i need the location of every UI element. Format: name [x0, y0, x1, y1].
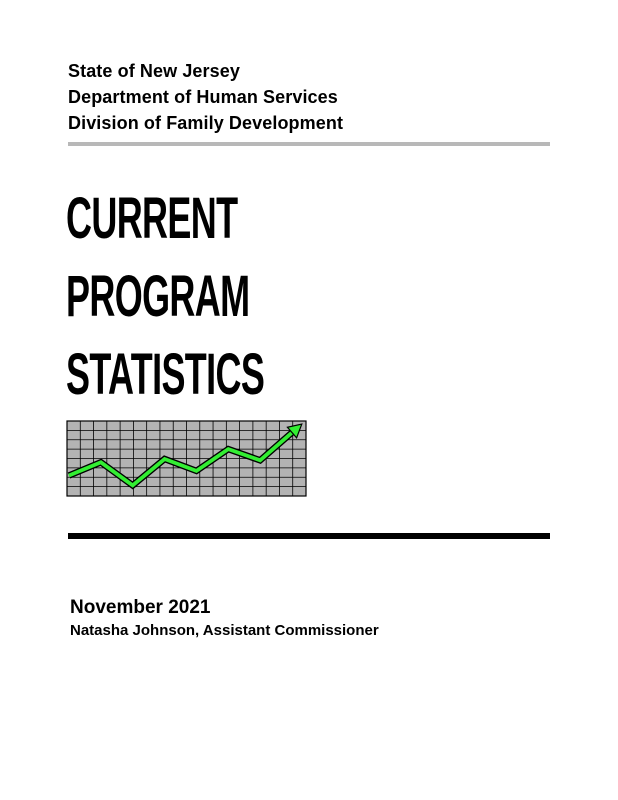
title-line-3: STATISTICS	[66, 342, 265, 407]
report-footer	[70, 596, 379, 642]
report-title	[66, 180, 386, 414]
trend-chart-icon	[66, 420, 308, 498]
agency-header	[68, 58, 343, 136]
department-name: Department of Human Services	[68, 87, 338, 107]
trend-chart-graphic	[66, 420, 308, 498]
gray-divider	[68, 142, 550, 146]
division-name: Division of Family Development	[68, 113, 344, 133]
report-author: Natasha Johnson, Assistant Commissioner	[70, 622, 379, 639]
black-divider	[68, 533, 550, 539]
report-date: November 2021	[70, 597, 211, 618]
state-name: State of New Jersey	[68, 61, 240, 81]
title-line-2: PROGRAM	[66, 264, 250, 329]
title-line-1: CURRENT	[66, 186, 238, 251]
